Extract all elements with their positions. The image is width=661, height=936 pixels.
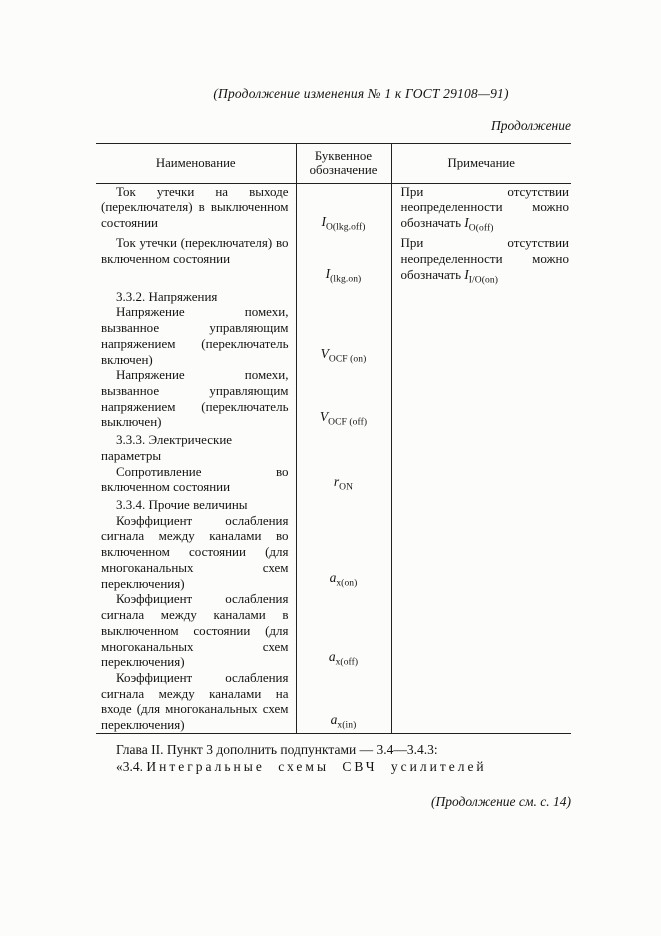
row-name: Коэффициент ослабления сигнала между каналами во включенном состоянии (для многоканальных схем переключения) — [101, 512, 289, 591]
col-header-symbol: Буквенное обозначение — [296, 144, 391, 184]
row-name: Коэффициент ослабления сигнала между каналами в выключенном состоянии (для многоканальных схем переключения) — [101, 591, 289, 670]
letter-symbol: $a_{x(off)}$ — [328, 648, 359, 668]
table-row — [96, 513, 571, 592]
col-header-name: Наименование — [96, 144, 296, 184]
row-symbol — [296, 304, 391, 367]
col-header-note: Примечание — [391, 144, 571, 184]
letter-symbol: $I_{I/O(on)}$ — [464, 266, 498, 286]
table-row — [96, 367, 571, 430]
row-symbol — [296, 495, 391, 513]
table-row — [96, 464, 571, 495]
table-header-row — [96, 144, 571, 184]
section-row — [96, 495, 571, 513]
section-row — [96, 430, 571, 463]
row-note — [391, 495, 571, 513]
row-symbol — [296, 513, 391, 592]
row-note: При отсутствии неопределенности можно обозначать $I_{I/O(on)}$ — [400, 235, 569, 286]
subsection-title-text: Интегральные схемы СВЧ усилителей — [146, 759, 487, 775]
row-name: Напряжение помехи, вызванное управляющим напряжением (переключатель выключен) — [101, 367, 289, 430]
row-name: Коэффициент ослабления сигнала между каналами на входе (для многоканальных схем переключения) — [101, 669, 289, 733]
row-symbol — [296, 367, 391, 430]
row-name: Ток утечки (переключателя) во включенном состоянии — [101, 235, 289, 266]
row-symbol — [296, 670, 391, 733]
section-heading: 3.3.3. Электрические параметры — [101, 432, 233, 463]
row-symbol — [296, 183, 391, 235]
section-heading: 3.3.2. Напряжения — [116, 288, 218, 304]
letter-symbol: $I_{(lkg.on)}$ — [325, 265, 362, 285]
amendment-block — [96, 741, 571, 776]
letter-symbol: $I_{O(lkg.off)}$ — [321, 214, 366, 233]
subsection-number: «3.4. — [116, 759, 143, 775]
table-row — [96, 235, 571, 287]
parameters-table — [96, 143, 571, 734]
row-note — [391, 513, 571, 592]
letter-symbol: $V_{OCF (off)}$ — [319, 409, 368, 428]
row-symbol — [296, 235, 391, 287]
letter-symbol: $V_{OCF (on)}$ — [320, 346, 367, 365]
letter-symbol: $r_{ON}$ — [333, 473, 354, 493]
row-symbol — [296, 464, 391, 495]
letter-symbol: $I_{O(off)}$ — [464, 215, 494, 234]
table-row — [96, 304, 571, 367]
continuation-label: Продолжение — [490, 118, 571, 133]
table-body — [96, 183, 571, 733]
row-symbol — [296, 591, 391, 670]
chapter-amendment-line: Глава II. Пункт 3 дополнить подпунктами — 3.4—3.4.3: — [116, 741, 438, 757]
row-note — [391, 287, 571, 305]
row-note — [391, 367, 571, 430]
row-note — [391, 464, 571, 495]
row-note — [391, 430, 571, 463]
section-row — [96, 287, 571, 305]
row-note — [391, 591, 571, 670]
table-row — [96, 670, 571, 733]
row-name: Напряжение помехи, вызванное управляющим напряжением (переключатель включен) — [101, 304, 289, 367]
table-row — [96, 183, 571, 235]
row-symbol — [296, 287, 391, 305]
row-note: При отсутствии неопределенности можно обозначать $I_{O(off)}$ — [400, 183, 569, 234]
continuation-header: (Продолжение изменения № 1 к ГОСТ 29108—91) — [213, 86, 509, 101]
row-note — [391, 670, 571, 733]
row-name: Сопротивление во включенном состоянии — [101, 463, 289, 495]
continuation-footer: (Продолжение см. с. 14) — [431, 793, 571, 809]
row-name: Ток утечки на выходе (переключателя) в выключенном состоянии — [101, 183, 289, 231]
section-heading: 3.3.4. Прочие величины — [116, 497, 248, 513]
letter-symbol: $a_{x(in)}$ — [330, 711, 357, 731]
row-symbol — [296, 430, 391, 463]
subsection-title-line — [96, 758, 571, 776]
row-note — [391, 304, 571, 367]
table-row — [96, 591, 571, 670]
letter-symbol: $a_{x(on)}$ — [329, 570, 358, 589]
